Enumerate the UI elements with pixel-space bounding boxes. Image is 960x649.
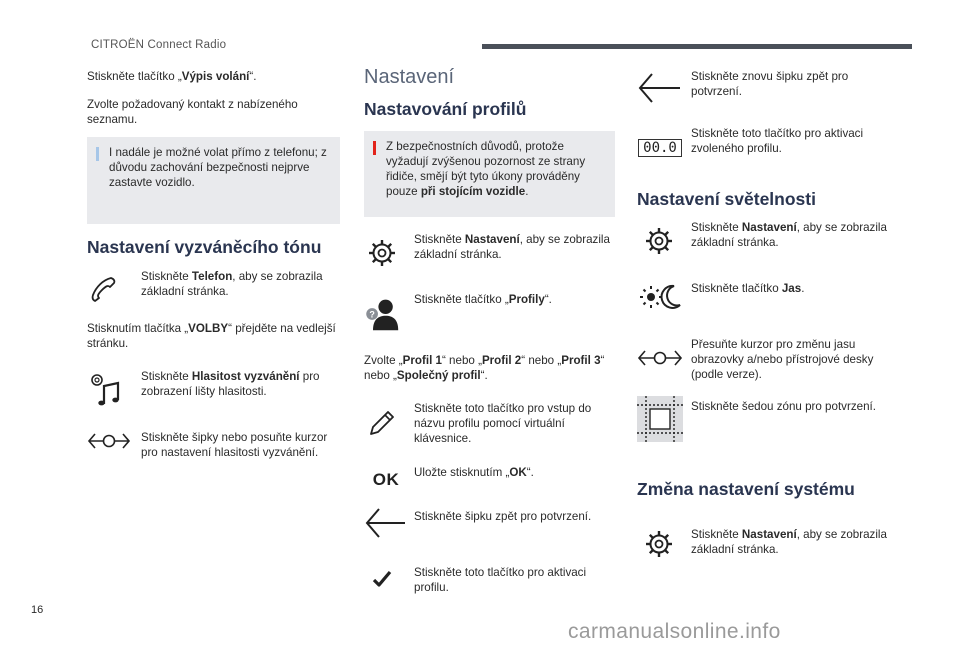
paragraph-select-contact: Zvolte požadovaný kontakt z nabízeného seznamu. xyxy=(87,98,298,126)
step-move-brightness-cursor: Přesuňte kurzor pro změnu jasu obrazovky a/nebo přístrojové desky (podle verze). xyxy=(691,338,874,381)
section-title-settings: Nastavení xyxy=(364,66,455,88)
warning-icon xyxy=(373,141,376,155)
step-press-phone: Stiskněte Telefon, aby se zobrazila základní stránka. xyxy=(141,270,323,298)
profile-icon xyxy=(364,296,400,332)
settings-gear-icon-3 xyxy=(641,526,677,562)
step-press-profiles: Stiskněte tlačítko „Profily“. xyxy=(414,293,552,306)
brightness-icon xyxy=(637,279,683,315)
back-arrow-icon-2 xyxy=(637,70,683,106)
paragraph-choose-profile: Zvolte „Profil 1“ nebo „Profil 2“ nebo „Profil 3“ nebo „Společný profil“. xyxy=(364,354,605,382)
step-ringtone-volume: Stiskněte Hlasitost vyzvánění pro zobrazení lišty hlasitosti. xyxy=(141,370,320,398)
header-title: CITROËN Connect Radio xyxy=(91,39,227,51)
step-save-ok: Uložte stisknutím „OK“. xyxy=(414,466,534,479)
watermark: carmanualsonline.info xyxy=(568,620,781,643)
step-back-confirm: Stiskněte šipku zpět pro potvrzení. xyxy=(414,510,592,523)
step-press-settings: Stiskněte Nastavení, aby se zobrazila základní stránka. xyxy=(414,233,610,261)
header-bar xyxy=(482,44,912,49)
slider-arrows-icon xyxy=(87,423,131,459)
display-value-icon xyxy=(637,130,683,166)
settings-gear-icon xyxy=(364,235,400,271)
checkmark-icon xyxy=(364,561,400,597)
step-virtual-keyboard: Stiskněte toto tlačítko pro vstup do názvu profilu pomocí virtuální klávesnice. xyxy=(414,402,592,445)
info-note-text: I nadále je možné volat přímo z telefonu; z důvodu zachování bezpečnosti nejprve zastavte vozidlo. xyxy=(109,146,327,189)
step-activate-profile: Stiskněte toto tlačítko pro aktivaci profilu. xyxy=(414,566,587,594)
step-back-again: Stiskněte znovu šipku zpět pro potvrzení. xyxy=(691,70,849,98)
section-heading-brightness: Nastavení světelnosti xyxy=(637,189,816,209)
display-value-label: 00.0 xyxy=(638,139,682,157)
section-heading-profiles: Nastavování profilů xyxy=(364,99,527,119)
info-note-box xyxy=(87,137,340,224)
paragraph-call-log: Stiskněte tlačítko „Výpis volání“. xyxy=(87,70,257,83)
info-icon xyxy=(96,147,99,161)
back-arrow-icon xyxy=(364,505,408,541)
phone-icon xyxy=(87,271,123,307)
step-press-settings-system: Stiskněte Nastavení, aby se zobrazila základní stránka. xyxy=(691,528,887,556)
step-press-grey-zone: Stiskněte šedou zónu pro potvrzení. xyxy=(691,400,876,413)
ringtone-settings-icon xyxy=(87,370,123,406)
page-number: 16 xyxy=(31,604,44,616)
ok-icon-label: OK xyxy=(372,470,400,489)
section-heading-ringtone: Nastavení vyzváněcího tónu xyxy=(87,237,322,257)
settings-gear-icon-2 xyxy=(641,223,677,259)
step-activate-selected-profile: Stiskněte toto tlačítko pro aktivaci zvoleného profilu. xyxy=(691,127,864,155)
grey-zone-icon xyxy=(637,396,683,442)
svg-text:?: ? xyxy=(369,309,375,320)
section-heading-system: Změna nastavení systému xyxy=(637,479,855,499)
step-press-settings-brightness: Stiskněte Nastavení, aby se zobrazila základní stránka. xyxy=(691,221,887,249)
warning-note-text: Z bezpečnostních důvodů, protože vyžadují zvýšenou pozornost ze strany řidiče, smějí být tyto úkony prováděny pouze při stojícím vozidle. xyxy=(386,140,586,198)
step-adjust-ring-volume: Stiskněte šipky nebo posuňte kurzor pro nastavení hlasitosti vyzvánění. xyxy=(141,431,328,459)
step-press-brightness: Stiskněte tlačítko Jas. xyxy=(691,282,805,295)
slider-arrows-icon-2 xyxy=(637,340,683,376)
pencil-icon xyxy=(364,405,400,441)
ok-icon xyxy=(364,462,408,498)
warning-note-box xyxy=(364,131,615,217)
paragraph-options: Stisknutím tlačítka „VOLBY“ přejděte na vedlejší stránku. xyxy=(87,322,336,350)
